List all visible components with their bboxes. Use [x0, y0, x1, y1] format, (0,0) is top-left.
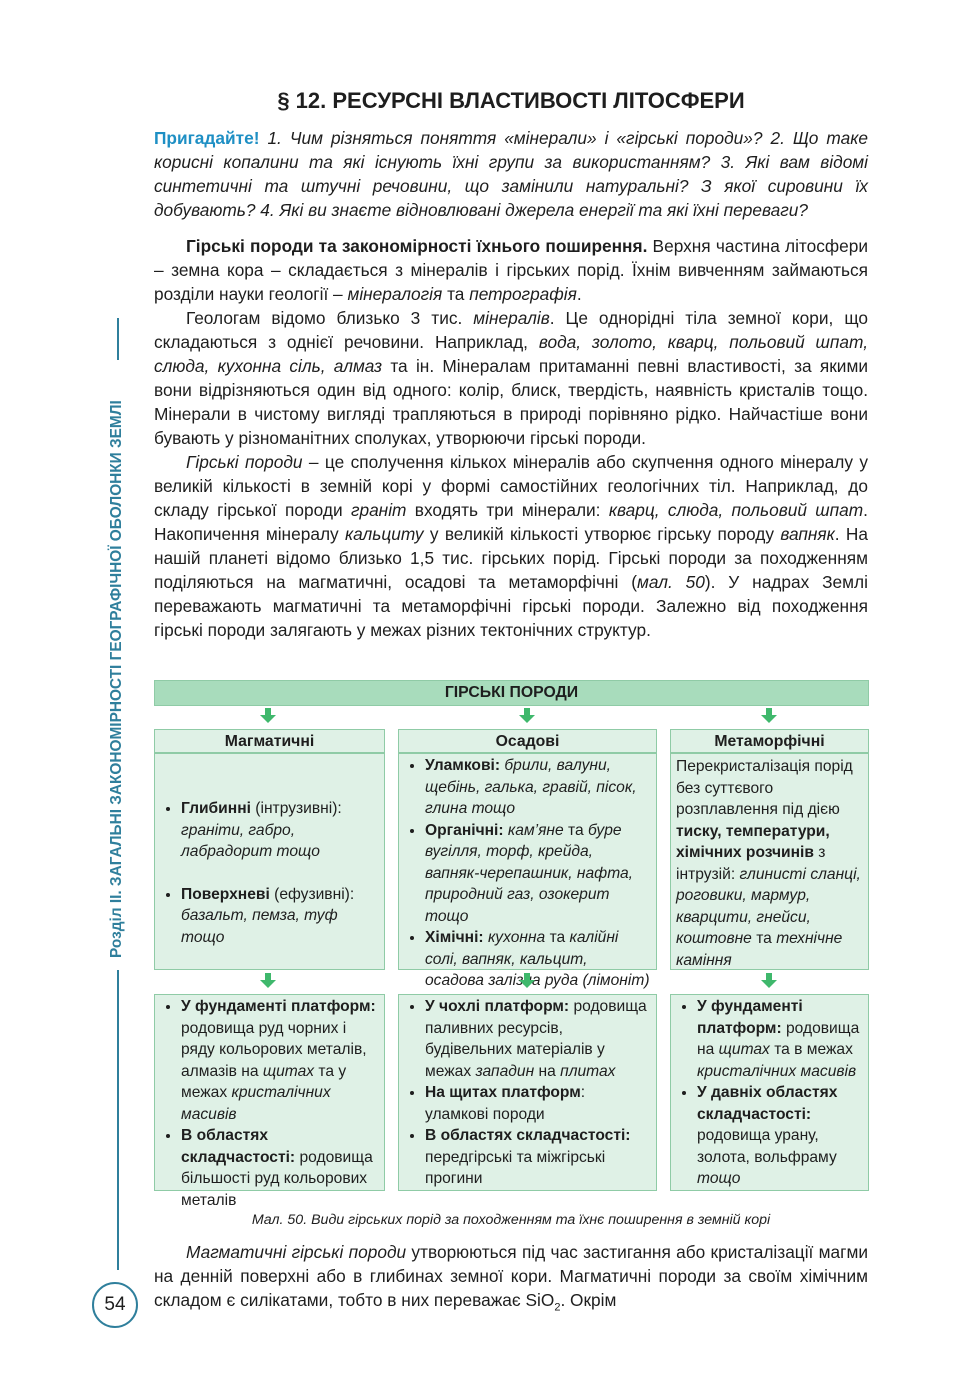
term: Магматичні гірські породи — [186, 1242, 407, 1262]
list-item — [181, 884, 378, 949]
recall-text: 1. Чим різняться поняття «мінерали» і «гірські породи»? 2. Що таке корисні копалини та які існують їхні групи за використанням? 3. Які вам відомі синтетичні та штучні речовини, що замінили натуральні? З якої сировини їх добувають? 4. Які ви знаєте відновлювані джерела енергії та які їхні переваги? — [154, 128, 868, 220]
text: утворюються під час застигання або кристалізації магми на денній поверхні або в глибинах земної кори. Магматичні породи за своїм хімічним складом є силікатами, тобто в них переважає SiO — [154, 1242, 868, 1310]
text: Верхня частина літосфери – земна кора – складається з мінералів і гірських порід. Їхнім вивченням займаються розділи науки геології – — [154, 236, 868, 304]
term: У давніх областях складчастості: — [697, 1084, 838, 1123]
column-head-magmatic: Магматичні — [154, 729, 385, 753]
recall-label: Пригадайте! — [154, 128, 260, 148]
term: граніт — [350, 500, 407, 520]
term: щитах — [262, 1062, 315, 1080]
term: западин — [475, 1062, 535, 1080]
metamorphic-types-box — [670, 753, 869, 970]
examples: базальт, пемза, туф тощо — [181, 907, 338, 946]
term: петрографія — [469, 284, 577, 304]
text: . На нашій планеті відомо близько 1,5 тис. гірських порід. Гірські породи за походженням поділяються на магматичні, осадові та метаморфічні ( — [154, 524, 869, 592]
text: та — [563, 821, 588, 839]
sedimentary-types-box — [398, 753, 657, 989]
text: та — [751, 930, 777, 947]
column-head-sedimentary: Осадові — [398, 729, 657, 753]
term: кальциту — [344, 524, 424, 544]
text: передгірські та міжгірські прогини — [425, 1148, 606, 1187]
term: В областях складчастості: — [181, 1127, 296, 1166]
subscript: 2 — [554, 1301, 561, 1314]
term: щитах — [718, 1041, 770, 1058]
term: вапняк — [780, 524, 835, 544]
text: тощо — [697, 1170, 741, 1187]
text: (ефузивні): — [269, 885, 355, 903]
text: входять три мінерали: — [406, 500, 609, 520]
paragraph — [154, 1240, 868, 1319]
text: (інтрузивні): — [250, 800, 342, 817]
term: кристалічних масивів — [697, 1062, 857, 1080]
side-rule — [117, 318, 119, 360]
text: ). У надрах Землі переважають магматичні та метаморфічні гірські породи. Залежно від походження гірські породи залягають у межах різних тектонічних структур. — [154, 572, 868, 640]
term: У фундаменті платформ: — [181, 998, 376, 1015]
recall-questions — [154, 126, 868, 222]
term: тиску, температури, хімічних розчинів — [676, 822, 830, 861]
term: У фундаменті платформ: — [697, 998, 803, 1037]
text: родовища руд чорних і ряду кольорових металів, алмазів на — [181, 1019, 367, 1080]
examples: калійні солі, вапняк, кальцит, осадова залізна руда (лімоніт) — [425, 929, 650, 989]
side-rule — [117, 970, 119, 1270]
text: з інтрузій: — [676, 844, 826, 883]
text: Геологам відомо близько 3 тис. — [186, 308, 474, 328]
section-running-title: Розділ II. ЗАГАЛЬНІ ЗАКОНОМІРНОСТІ ГЕОГРАФІЧНОЇ ОБОЛОНКИ ЗЕМЛІ — [108, 400, 125, 958]
figure-ref: мал. 50 — [636, 572, 705, 592]
text: та у межах — [181, 1062, 347, 1101]
term: кристалічних масивів — [181, 1084, 331, 1123]
text: – це сполучення кількох мінералів або скупчення одного мінералу у великій кількості в земній корі у формі самостійних геологічних тіл. Наприклад, до складу гірської породи — [154, 452, 868, 520]
text: родовища на — [697, 1019, 860, 1058]
text: родовища більшості руд кольорових металів — [181, 1148, 373, 1209]
examples: кам’яне — [503, 821, 564, 839]
list-item — [425, 1125, 650, 1190]
term: На щитах платформ — [425, 1084, 581, 1101]
list-item — [425, 755, 650, 820]
text: . — [576, 284, 582, 304]
examples: буре вугілля, торф, крейда, вапняк-черепашник, нафта, природний газ, озокерит тощо — [425, 821, 634, 925]
body-text — [154, 234, 868, 642]
text: . Окрім — [560, 1290, 617, 1310]
text: : уламкові породи — [425, 1084, 586, 1123]
list-item — [425, 996, 650, 1082]
examples: глинисті сланці, роговики, мармур, кварцити, гнейси, коштовне — [676, 865, 861, 947]
text: родовища паливних ресурсів, будівельних матеріалів у межах — [425, 998, 647, 1080]
column-head-metamorphic: Метаморфічні — [670, 729, 869, 753]
figure-caption: Мал. 50. Види гірських порід за походженням та їхнє поширення в земній корі — [251, 1212, 771, 1228]
term: плитах — [560, 1062, 616, 1080]
examples: технічне каміння — [676, 930, 843, 969]
list-item — [425, 820, 650, 928]
term: Гірські породи — [186, 452, 303, 472]
list-item — [181, 996, 378, 1125]
term: У чохлі платформ: — [425, 998, 570, 1015]
term: Глибинні — [181, 800, 251, 817]
list-item — [181, 1125, 378, 1211]
text: та — [442, 284, 470, 304]
term: мінералів — [473, 308, 550, 328]
text: у великій кількості утворює гірську породу — [423, 524, 781, 544]
list-item — [697, 1082, 862, 1190]
term: Поверхневі — [181, 885, 270, 903]
text: Перекристалізація порід без суттєвого розплавлення під дією — [676, 758, 853, 818]
text: на — [534, 1062, 561, 1080]
term: мінералогія — [347, 284, 443, 304]
text: родовища урану, золота, вольфраму — [697, 1127, 837, 1166]
magmatic-types-box — [154, 753, 385, 970]
text: та ін. Мінералам притаманні певні властивості, за якими вони відрізняються один від одного: колір, блиск, твердість, наявність кристалів тощо. Мінерали в чистому вигляді трапляються в природі порівняно рідко. Найчастіше вони бувають у різноманітних сполуках, утворюючи гірські породи. — [154, 356, 868, 448]
term: Хімічні: — [425, 929, 484, 946]
term: Уламкові: — [425, 757, 501, 774]
section-heading: § 12. РЕСУРСНІ ВЛАСТИВОСТІ ЛІТОСФЕРИ — [277, 88, 745, 113]
page-number: 54 — [92, 1282, 138, 1328]
paragraph — [154, 450, 868, 642]
body-text — [154, 1240, 868, 1319]
examples: кухонна — [483, 929, 546, 946]
diagram-title: ГІРСЬКІ ПОРОДИ — [154, 680, 869, 706]
text: та — [545, 929, 570, 946]
paragraph-heading: Гірські породи та закономірності їхнього поширення. — [186, 236, 648, 256]
list-item — [697, 996, 862, 1082]
paragraph — [154, 234, 868, 306]
term: В областях складчастості: — [425, 1127, 631, 1144]
list-item — [425, 927, 650, 992]
text: та в межах — [769, 1041, 853, 1058]
text: . Накопичення мінералу — [154, 500, 868, 544]
paragraph — [154, 306, 868, 450]
list-item — [181, 798, 378, 863]
magmatic-distribution-box — [154, 994, 385, 1209]
examples: брили, валуни, щебінь, галька, гравій, пісок, глина тощо — [425, 757, 637, 817]
term: кварц, слюда, польовий шпат — [608, 500, 864, 520]
sedimentary-distribution-box — [398, 994, 657, 1191]
term: Органічні: — [425, 821, 504, 839]
examples: граніти, габро, лабрадорит тощо — [181, 821, 320, 860]
list-item — [425, 1082, 650, 1125]
text: . Це однорідні тіла земної кори, що складаються з однієї речовини. Наприклад, — [154, 308, 868, 352]
term: вода, золото, кварц, польовий шпат, слюда, кухонна сіль, алмаз — [154, 332, 869, 376]
metamorphic-distribution-box — [670, 994, 869, 1191]
